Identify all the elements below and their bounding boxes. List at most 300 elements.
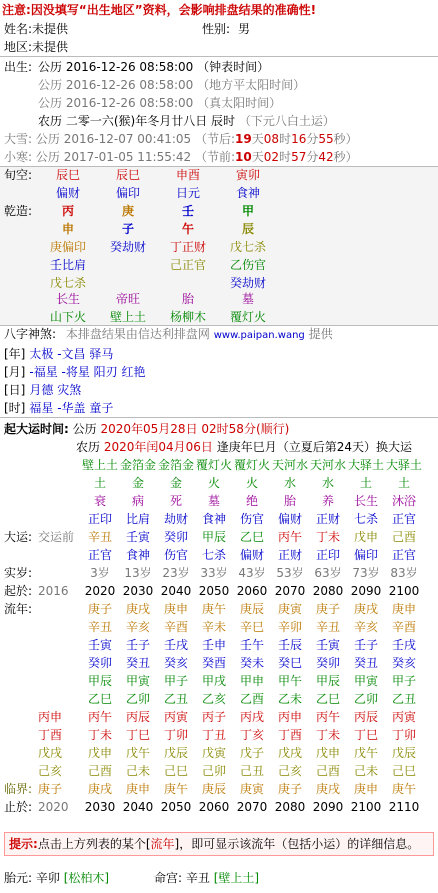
liunian-cell[interactable] <box>270 725 310 745</box>
dayun-god2: 偏财 <box>239 548 264 562</box>
liunian-text[interactable]: 辛巳 <box>239 620 264 634</box>
dayun-start: 2100 <box>388 584 420 598</box>
dayun-god: 比肩 <box>125 512 150 526</box>
liunian-text[interactable]: 戊辰 <box>163 746 188 760</box>
liunian-cell[interactable] <box>80 617 120 637</box>
dayun-pillar[interactable] <box>80 527 120 547</box>
liunian-text[interactable]: 庚寅 <box>277 602 302 616</box>
liunian-text[interactable]: 乙卯 <box>353 692 378 706</box>
liunian-text[interactable]: 庚戌 <box>125 602 150 616</box>
term-time: 2016-12-07 00:41:05 <box>63 132 192 146</box>
liunian-text[interactable]: 甲寅 <box>125 674 150 688</box>
liunian-text[interactable]: 丙寅 <box>391 710 416 724</box>
hidden-gan: 戊七杀 <box>229 240 266 254</box>
liunian-text[interactable]: 丙辰 <box>353 710 378 724</box>
liunian-cell[interactable] <box>384 725 424 745</box>
liunian-text[interactable]: 甲戌 <box>201 674 226 688</box>
linqie-cell <box>118 779 158 799</box>
liunian-cell[interactable] <box>346 707 386 727</box>
xunkong-cell: 辰巳 <box>115 168 140 182</box>
liunian-cell[interactable] <box>346 653 386 673</box>
linqie-text: 庚子 <box>277 782 302 796</box>
term-unit: 分 <box>306 132 319 146</box>
lunar-cal: 农历 <box>38 114 63 128</box>
dayun-end: 2060 <box>198 800 230 814</box>
shensha-row <box>4 344 113 364</box>
liunian-text[interactable]: 庚子 <box>87 602 112 616</box>
liunian-text[interactable]: 己丑 <box>239 764 264 778</box>
liunian-text[interactable]: 庚申 <box>391 602 416 616</box>
liunian-text[interactable]: 甲寅 <box>353 674 378 688</box>
tip-link[interactable]: 流年 <box>150 837 175 851</box>
liunian-text[interactable]: 乙卯 <box>125 692 150 706</box>
liunian-text[interactable]: 丁酉 <box>277 728 302 742</box>
liunian-text[interactable]: 辛未 <box>201 620 226 634</box>
liunian-cell[interactable] <box>194 617 234 637</box>
pillar-growth: 墓 <box>241 292 254 306</box>
qiyun-label: 起大运时间: <box>4 422 69 436</box>
liunian-cell[interactable] <box>80 761 120 781</box>
xunkong-cell: 辰巳 <box>55 168 80 182</box>
liunian-cell[interactable] <box>384 689 424 709</box>
liunian-cell[interactable] <box>80 671 120 691</box>
liunian-text[interactable]: 丁未 <box>315 728 340 742</box>
pre-year[interactable] <box>38 725 62 745</box>
birth-time: 2016-12-26 08:58:00 <box>65 60 194 74</box>
liunian-cell[interactable] <box>156 761 196 781</box>
dayun-age: 23岁 <box>162 566 190 580</box>
liunian-text[interactable]: 辛丑 <box>315 620 340 634</box>
liunian-cell[interactable] <box>232 707 272 727</box>
liunian-text[interactable]: 丁未 <box>87 728 112 742</box>
liunian-cell[interactable] <box>156 653 196 673</box>
dayun-start: 2070 <box>274 584 306 598</box>
dayun-pillar-text[interactable]: 丁未 <box>315 530 340 544</box>
liunian-text[interactable]: 壬申 <box>201 638 226 652</box>
liunian-text[interactable]: 甲辰 <box>87 674 112 688</box>
liunian-text[interactable]: 己卯 <box>201 764 226 778</box>
liunian-cell[interactable] <box>270 653 310 673</box>
liunian-cell[interactable] <box>156 725 196 745</box>
dayun-growth: 死 <box>169 494 182 508</box>
term-unit: 时 <box>279 150 292 164</box>
liunian-cell[interactable] <box>308 635 348 655</box>
liunian-cell[interactable] <box>384 599 424 619</box>
liunian-cell[interactable] <box>346 635 386 655</box>
liunian-cell[interactable] <box>156 689 196 709</box>
dayun-pillar-text[interactable]: 乙巳 <box>239 530 264 544</box>
liunian-cell[interactable] <box>232 689 272 709</box>
term-unit: 天 <box>251 150 264 164</box>
gender-value: 男 <box>238 22 251 36</box>
site-link[interactable]: www.paipan.wang <box>213 330 305 341</box>
liunian-cell[interactable] <box>232 617 272 637</box>
liunian-cell[interactable] <box>156 617 196 637</box>
liunian-cell[interactable] <box>118 761 158 781</box>
liunian-text[interactable]: 甲午 <box>277 674 302 688</box>
liunian-text[interactable]: 辛亥 <box>353 620 378 634</box>
birth-cal: 公历 <box>38 96 63 110</box>
liunian-text[interactable]: 癸酉 <box>201 656 226 670</box>
liunian-cell[interactable] <box>156 635 196 655</box>
liunian-text[interactable]: 戊子 <box>239 746 264 760</box>
liunian-text[interactable]: 戊申 <box>87 746 112 760</box>
birth-line-2 <box>38 75 305 95</box>
liunian-text[interactable]: 丙午 <box>315 710 340 724</box>
name-row <box>4 19 251 39</box>
dayun-god2: 伤官 <box>163 548 188 562</box>
liunian-cell[interactable] <box>346 617 386 637</box>
liunian-cell[interactable] <box>156 671 196 691</box>
taiyuan-label: 胎元: <box>4 871 33 885</box>
dayun-label: 大运: <box>4 530 33 544</box>
term-cal: 公历 <box>35 132 60 146</box>
liunian-text[interactable]: 己酉 <box>315 764 340 778</box>
dayun-pillar-text[interactable]: 己酉 <box>391 530 416 544</box>
liunian-cell[interactable] <box>232 653 272 673</box>
liunian-cell[interactable] <box>156 599 196 619</box>
liunian-cell[interactable] <box>308 707 348 727</box>
term-unit: 分 <box>306 150 319 164</box>
dayun-age: 83岁 <box>390 566 418 580</box>
liunian-text[interactable]: 癸亥 <box>391 656 416 670</box>
dayun-pillar[interactable] <box>270 527 310 547</box>
dayun-pillar-text[interactable]: 丙午 <box>277 530 302 544</box>
linqie-text: 庚申 <box>125 782 150 796</box>
liunian-text[interactable]: 戊申 <box>315 746 340 760</box>
liunian-cell[interactable] <box>346 743 386 763</box>
notice <box>2 0 316 20</box>
liunian-text[interactable]: 癸丑 <box>125 656 150 670</box>
liunian-text[interactable]: 丙申 <box>277 710 302 724</box>
liunian-cell[interactable] <box>118 743 158 763</box>
dayun-element: 土 <box>93 476 106 490</box>
liunian-cell[interactable] <box>346 599 386 619</box>
pre-year[interactable] <box>38 707 62 727</box>
liunian-text[interactable]: 丁卯 <box>391 728 416 742</box>
liunian-cell[interactable] <box>270 671 310 691</box>
liunian-text[interactable]: 壬子 <box>125 638 150 652</box>
liunian-cell[interactable] <box>384 743 424 763</box>
notice-text: 因没填写“出生地区”资料，会影响排盘结果的准确性! <box>30 3 317 17</box>
dayun-pillar[interactable] <box>308 527 348 547</box>
dayun-nayin: 金箔金 <box>157 458 194 472</box>
liunian-cell[interactable] <box>232 599 272 619</box>
liunian-cell[interactable] <box>194 653 234 673</box>
liunian-cell[interactable] <box>194 725 234 745</box>
dayun-element: 火 <box>207 476 220 490</box>
liunian-text[interactable]: 壬辰 <box>277 638 302 652</box>
pre-year[interactable] <box>38 743 62 763</box>
liunian-cell[interactable] <box>80 689 120 709</box>
dayun-pre: 交运前 <box>38 530 75 544</box>
liunian-text[interactable]: 乙酉 <box>239 692 264 706</box>
qiyun2-mid: 逢庚年巳月（立夏后第24天）换大运 <box>216 440 413 454</box>
liunian-cell[interactable] <box>346 689 386 709</box>
liunian-cell[interactable] <box>118 689 158 709</box>
dayun-pillar[interactable] <box>232 527 272 547</box>
liunian-cell[interactable] <box>232 725 272 745</box>
liunian-text[interactable]: 戊午 <box>353 746 378 760</box>
liunian-cell[interactable] <box>80 599 120 619</box>
shensha-row <box>4 380 81 400</box>
dayun-pillar-text[interactable]: 辛丑 <box>87 530 112 544</box>
liunian-text[interactable]: 戊辰 <box>391 746 416 760</box>
liunian-text[interactable]: 庚午 <box>201 602 226 616</box>
dayun-start: 2080 <box>312 584 344 598</box>
liunian-cell[interactable] <box>80 743 120 763</box>
qiyun-row <box>4 419 289 439</box>
term-cal: 公历 <box>35 150 60 164</box>
liunian-text[interactable]: 壬午 <box>239 638 264 652</box>
liunian-text[interactable]: 丙戌 <box>239 710 264 724</box>
term-seconds: 55 <box>318 132 334 146</box>
linqie-text: 庚戌 <box>315 782 340 796</box>
liunian-text[interactable]: 乙丑 <box>163 692 188 706</box>
liunian-cell[interactable] <box>232 671 272 691</box>
liunian-cell[interactable] <box>308 617 348 637</box>
dayun-god: 偏财 <box>277 512 302 526</box>
notice-prefix: 注意: <box>2 3 31 17</box>
term-unit: 秒） <box>333 150 358 164</box>
liunian-text[interactable]: 己未 <box>125 764 150 778</box>
dayun-growth: 沐浴 <box>391 494 416 508</box>
tip-text1: 点击上方列表的某个[ <box>37 837 151 851</box>
dayun-pillar-text[interactable]: 甲辰 <box>201 530 226 544</box>
dayun-pillar[interactable] <box>156 527 196 547</box>
liunian-cell[interactable] <box>118 725 158 745</box>
liunian-text[interactable]: 己巳 <box>391 764 416 778</box>
liunian-text[interactable]: 丁卯 <box>163 728 188 742</box>
liunian-cell[interactable] <box>118 635 158 655</box>
liunian-text[interactable]: 癸亥 <box>163 656 188 670</box>
liunian-cell[interactable] <box>232 635 272 655</box>
liunian-text[interactable]: 戊寅 <box>201 746 226 760</box>
liunian-text[interactable]: 癸卯 <box>87 656 112 670</box>
linqie-cell <box>308 779 348 799</box>
minggong <box>154 868 259 888</box>
liunian-cell[interactable] <box>80 635 120 655</box>
liunian-text[interactable]: 壬寅 <box>315 638 340 652</box>
liunian-text[interactable]: 丙辰 <box>125 710 150 724</box>
liunian-cell[interactable] <box>194 689 234 709</box>
dayun-element: 火 <box>245 476 258 490</box>
pre-year[interactable] <box>38 761 62 781</box>
xunkong-cell: 寅卯 <box>235 168 260 182</box>
liunian-cell[interactable] <box>118 599 158 619</box>
liunian-cell[interactable] <box>270 635 310 655</box>
dayun-pillar-text[interactable]: 癸卯 <box>163 530 188 544</box>
liunian-text[interactable]: 乙巳 <box>87 692 112 706</box>
tip-text2: ]，即可显示该流年（包括小运）的详细信息。 <box>174 837 420 851</box>
liunian-text[interactable]: 丁巳 <box>353 728 378 742</box>
liunian-text[interactable]: 丁巳 <box>125 728 150 742</box>
liunian-text[interactable]: 己亥 <box>277 764 302 778</box>
liunian-text[interactable]: 戊午 <box>125 746 150 760</box>
liunian-text[interactable]: 辛酉 <box>163 620 188 634</box>
pre-year-text[interactable]: 丙申 <box>38 710 63 724</box>
liunian-text[interactable]: 辛卯 <box>277 620 302 634</box>
liunian-text[interactable]: 甲子 <box>163 674 188 688</box>
pre-year-text[interactable]: 戊戌 <box>38 746 63 760</box>
dayun-god2: 七杀 <box>201 548 226 562</box>
term-pre: （节后: <box>195 132 236 146</box>
liunian-cell[interactable] <box>156 707 196 727</box>
qiyun2-row <box>76 437 412 457</box>
shensha-row <box>4 398 113 418</box>
dayun-pillar-text[interactable]: 戊申 <box>353 530 378 544</box>
liunian-text[interactable]: 乙亥 <box>201 692 226 706</box>
pillar-nayin: 山下火 <box>49 310 86 324</box>
hidden-gan: 癸劫财 <box>109 240 146 254</box>
region-value: 未提供 <box>32 40 69 54</box>
liunian-text[interactable]: 戊戌 <box>277 746 302 760</box>
liunian-cell[interactable] <box>156 743 196 763</box>
liunian-cell[interactable] <box>308 743 348 763</box>
liunian-text[interactable]: 庚戌 <box>353 602 378 616</box>
liunian-cell[interactable] <box>194 599 234 619</box>
liunian-cell[interactable] <box>308 599 348 619</box>
liunian-text[interactable]: 庚申 <box>163 602 188 616</box>
liunian-text[interactable]: 乙巳 <box>315 692 340 706</box>
liunian-text[interactable]: 己巳 <box>163 764 188 778</box>
liunian-cell[interactable] <box>308 761 348 781</box>
lunar-text: 二零一六(猴)年冬月廿八日 辰时 <box>65 114 236 128</box>
liunian-cell[interactable] <box>308 689 348 709</box>
shensha-items: -福星 -将星 阳刃 红艳 <box>29 365 146 379</box>
liunian-cell[interactable] <box>118 707 158 727</box>
hidden-gan: 壬比肩 <box>49 258 86 272</box>
linqie-text: 庚午 <box>391 782 416 796</box>
dayun-start: 2040 <box>160 584 192 598</box>
liunian-text[interactable]: 壬寅 <box>87 638 112 652</box>
dayun-god2: 正印 <box>315 548 340 562</box>
liunian-cell[interactable] <box>80 653 120 673</box>
liunian-cell[interactable] <box>270 707 310 727</box>
liunian-cell[interactable] <box>232 761 272 781</box>
dayun-end: 2050 <box>160 800 192 814</box>
liunian-text[interactable]: 庚辰 <box>239 602 264 616</box>
age-label: 实岁: <box>4 566 33 580</box>
liunian-cell[interactable] <box>232 743 272 763</box>
liunian-text[interactable]: 甲辰 <box>315 674 340 688</box>
liunian-text[interactable]: 壬戌 <box>163 638 188 652</box>
lunar-note: （下元八白土运） <box>238 114 335 128</box>
liunian-text[interactable]: 癸未 <box>239 656 264 670</box>
liunian-cell[interactable] <box>384 635 424 655</box>
dayun-end: 2070 <box>236 800 268 814</box>
liunian-text[interactable]: 丙子 <box>201 710 226 724</box>
liunian-cell[interactable] <box>194 635 234 655</box>
dayun-pillar[interactable] <box>118 527 158 547</box>
liunian-cell[interactable] <box>308 653 348 673</box>
liunian-cell[interactable] <box>346 761 386 781</box>
dayun-age: 63岁 <box>314 566 342 580</box>
liunian-cell[interactable] <box>194 761 234 781</box>
liunian-cell[interactable] <box>308 671 348 691</box>
liunian-cell[interactable] <box>194 743 234 763</box>
liunian-text[interactable]: 乙未 <box>277 692 302 706</box>
liunian-text[interactable]: 辛丑 <box>87 620 112 634</box>
liunian-cell[interactable] <box>384 761 424 781</box>
liunian-cell[interactable] <box>118 671 158 691</box>
liunian-cell[interactable] <box>118 617 158 637</box>
liunian-cell[interactable] <box>118 653 158 673</box>
liunian-text[interactable]: 壬戌 <box>391 638 416 652</box>
liunian-text[interactable]: 甲申 <box>239 674 264 688</box>
liunian-text[interactable]: 辛亥 <box>125 620 150 634</box>
liunian-cell[interactable] <box>346 671 386 691</box>
dayun-growth: 养 <box>321 494 334 508</box>
liunian-text[interactable]: 丁亥 <box>239 728 264 742</box>
liunian-text[interactable]: 癸卯 <box>315 656 340 670</box>
liunian-cell[interactable] <box>270 689 310 709</box>
pre-year-text[interactable]: 己亥 <box>38 764 63 778</box>
liunian-text[interactable]: 丁丑 <box>201 728 226 742</box>
liunian-cell[interactable] <box>270 761 310 781</box>
liunian-text[interactable]: 丙寅 <box>163 710 188 724</box>
pillar-god: 偏财 <box>55 186 80 200</box>
dayun-pillar[interactable] <box>194 527 234 547</box>
liunian-cell[interactable] <box>80 707 120 727</box>
liunian-cell[interactable] <box>270 743 310 763</box>
dayun-growth: 墓 <box>207 494 220 508</box>
term-daxue <box>4 129 358 149</box>
liunian-text[interactable]: 己未 <box>353 764 378 778</box>
liunian-text[interactable]: 癸丑 <box>353 656 378 670</box>
dayun-pillar[interactable] <box>346 527 386 547</box>
liunian-cell[interactable] <box>384 653 424 673</box>
liunian-text[interactable]: 庚子 <box>315 602 340 616</box>
pre-year-text[interactable]: 丁酉 <box>38 728 63 742</box>
liunian-cell[interactable] <box>194 707 234 727</box>
dayun-pillar-text[interactable]: 壬寅 <box>125 530 150 544</box>
start-label: 起於: <box>4 584 33 598</box>
liunian-cell[interactable] <box>308 725 348 745</box>
liunian-text[interactable]: 辛酉 <box>391 620 416 634</box>
liunian-text[interactable]: 己酉 <box>87 764 112 778</box>
tip-box <box>4 832 434 856</box>
dayun-pillar[interactable] <box>384 527 424 547</box>
dayun-god: 伤官 <box>239 512 264 526</box>
dayun-god2: 食神 <box>125 548 150 562</box>
pillar-nayin: 杨柳木 <box>169 310 206 324</box>
linqie-text: 庚申 <box>353 782 378 796</box>
liunian-cell[interactable] <box>384 617 424 637</box>
qiyun-time: 02时58分 <box>201 422 256 436</box>
liunian-cell[interactable] <box>194 671 234 691</box>
liunian-cell[interactable] <box>270 599 310 619</box>
birth-line-1 <box>38 57 269 77</box>
liunian-cell[interactable] <box>346 725 386 745</box>
liunian-cell[interactable] <box>270 617 310 637</box>
dayun-nayin: 天河水 <box>309 458 346 472</box>
dayun-god: 食神 <box>201 512 226 526</box>
dayun-nayin: 天河水 <box>271 458 308 472</box>
liunian-cell[interactable] <box>384 707 424 727</box>
liunian-text[interactable]: 乙丑 <box>391 692 416 706</box>
liunian-text[interactable]: 癸巳 <box>277 656 302 670</box>
tip-prefix: 提示: <box>9 837 38 851</box>
dayun-end: 2080 <box>274 800 306 814</box>
dayun-start: 2030 <box>122 584 154 598</box>
liunian-text[interactable]: 壬子 <box>353 638 378 652</box>
liunian-text[interactable]: 丙午 <box>87 710 112 724</box>
liunian-text[interactable]: 甲子 <box>391 674 416 688</box>
liunian-cell[interactable] <box>384 671 424 691</box>
linqie-cell <box>80 779 120 799</box>
liunian-cell[interactable] <box>80 725 120 745</box>
